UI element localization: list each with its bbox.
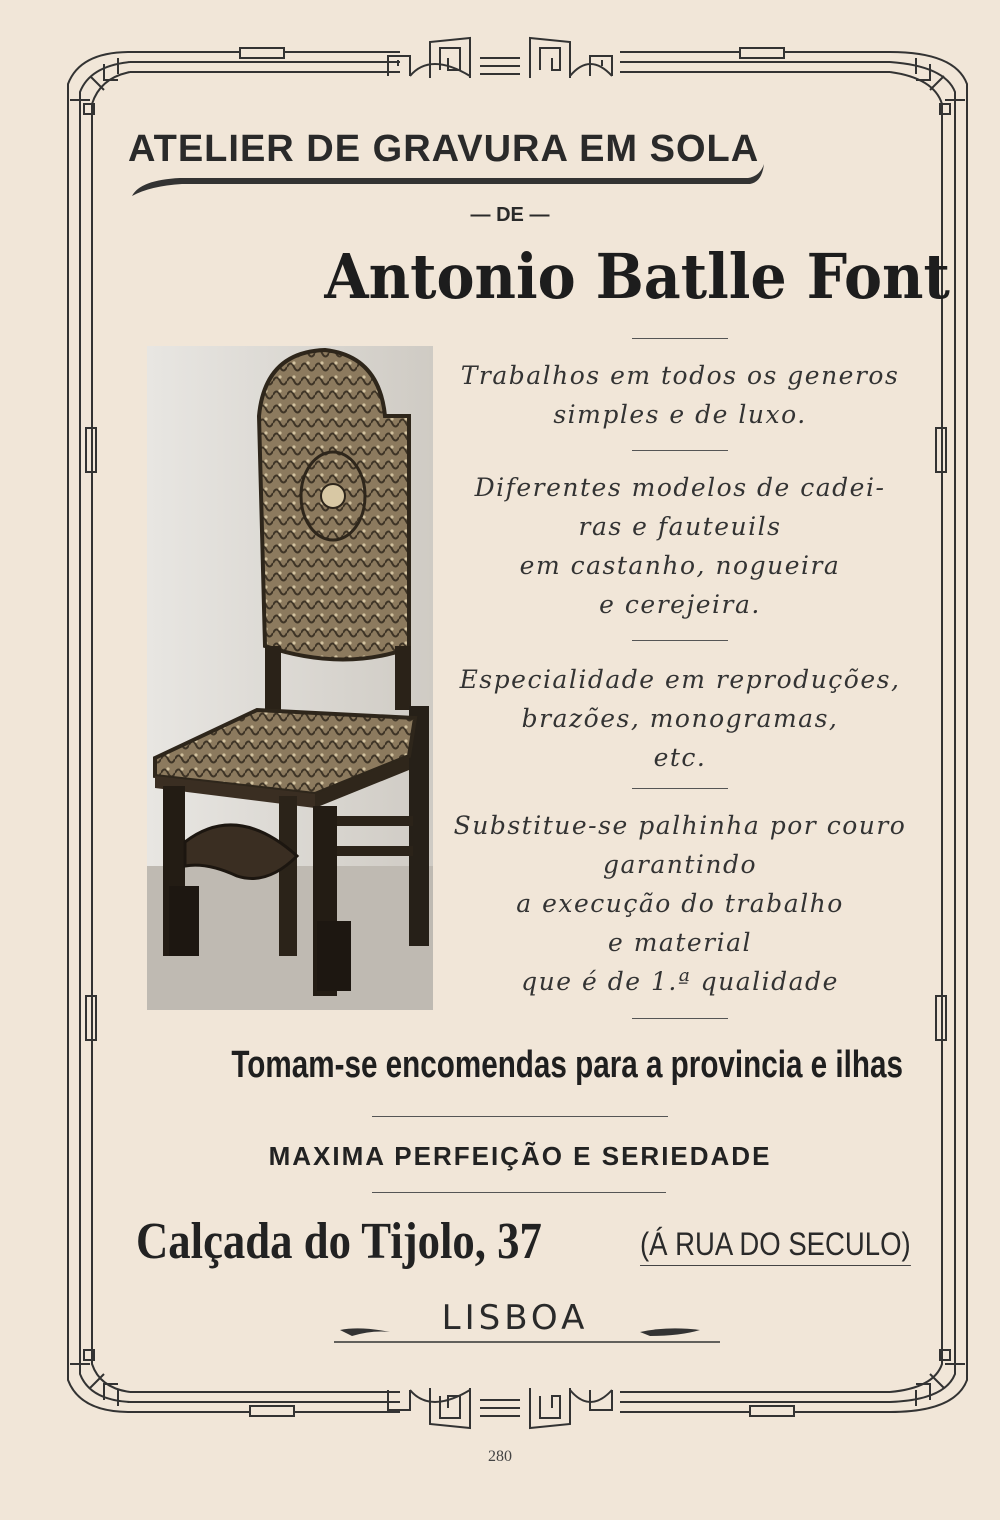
orders-notice: Tomam-se encomendas para a provincia e ilhas <box>231 1044 903 1086</box>
service-line: que é de 1.ª qualidade <box>521 967 839 996</box>
street-address: Calçada do Tijolo, 37 <box>136 1213 542 1270</box>
service-block-2 <box>450 468 910 624</box>
divider <box>632 450 728 451</box>
city-name: LISBOA <box>441 1298 589 1338</box>
service-line: Trabalhos em todos os generos <box>460 361 900 390</box>
service-line: etc. <box>653 743 707 772</box>
service-line: simples e de luxo. <box>553 400 807 429</box>
divider <box>632 1018 728 1019</box>
divider <box>372 1192 666 1193</box>
service-line: ras e fauteuils <box>578 512 782 541</box>
quality-slogan: MAXIMA PERFEIÇÃO E SERIEDADE <box>268 1141 772 1171</box>
atelier-title: ATELIER DE GRAVURA EM SOLA <box>128 128 760 170</box>
service-line: brazões, monogramas, <box>521 704 839 733</box>
service-line: e material <box>607 928 753 957</box>
service-line: Substitue-se palhinha por couro <box>453 811 907 840</box>
service-line: e cerejeira. <box>599 590 761 619</box>
page-number: 280 <box>488 1448 512 1465</box>
divider <box>632 640 728 641</box>
service-block-3 <box>450 660 910 777</box>
service-block-4 <box>450 806 910 1001</box>
service-line: Especialidade em reproduções, <box>459 665 901 694</box>
divider <box>632 338 728 339</box>
connector-de: — DE — <box>470 204 550 226</box>
service-line: garantindo <box>602 850 758 879</box>
proprietor-name: Antonio Batlle Font <box>324 240 950 313</box>
chair-photo <box>147 346 433 1010</box>
service-line: em castanho, nogueira <box>519 551 841 580</box>
divider <box>632 788 728 789</box>
service-line: Diferentes modelos de cadei- <box>474 473 886 502</box>
service-block-1 <box>450 356 910 434</box>
divider <box>372 1116 668 1117</box>
street-note: (Á RUA DO SECULO) <box>640 1226 911 1266</box>
service-line: a execução do trabalho <box>516 889 844 918</box>
